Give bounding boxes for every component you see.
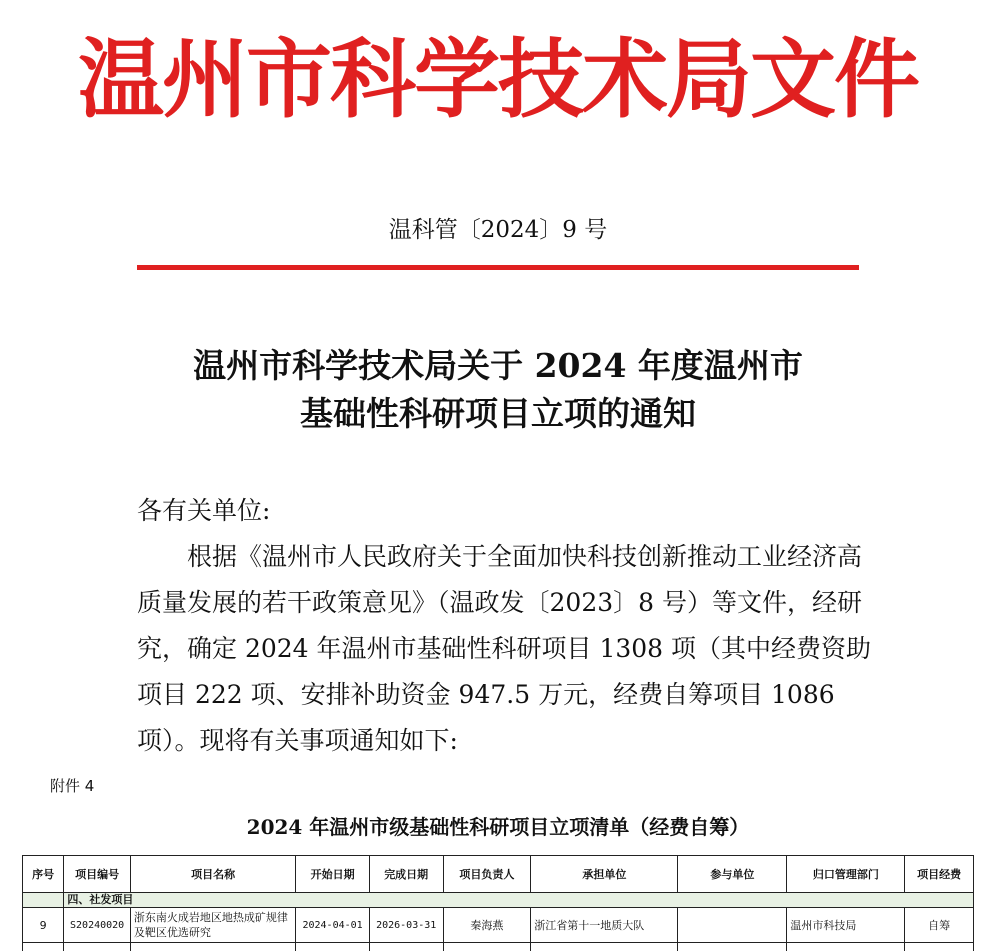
column-header-code: 项目编号 <box>64 856 131 893</box>
section-label: 四、社发项目 <box>64 893 974 908</box>
cell-start: 2024-04-01 <box>296 908 370 943</box>
document-number: 温科管〔2024〕9 号 <box>388 217 608 243</box>
notice-title-line-2: 基础性科研项目立项的通知 <box>300 394 696 433</box>
column-header-start: 开始日期 <box>296 856 370 893</box>
cell-index: 9 <box>23 908 64 943</box>
attachment-label: 附件 4 <box>50 777 95 795</box>
column-header-end: 完成日期 <box>369 856 443 893</box>
project-list-title: 2024 年温州市级基础性科研项目立项清单（经费自筹） <box>246 815 750 839</box>
column-header-name: 项目名称 <box>130 856 295 893</box>
section-row <box>23 893 974 908</box>
cell-code: S20240020 <box>64 908 131 943</box>
notice-body <box>137 488 877 764</box>
cell-unit: 浙江省第十一地质大队 <box>531 908 678 943</box>
table-row <box>23 908 974 943</box>
column-header-dept: 归口管理部门 <box>787 856 905 893</box>
body-paragraph: 根据《温州市人民政府关于全面加快科技创新推动工业经济高质量发展的若干政策意见》（温政发〔2023〕8 号）等文件，经研究，确定 2024 年温州市基础性科研项目 1308 项（其中经费资助项目 222 项、安排补助资金 947.5 万元，经费自筹项目 1086 项）。现将有关事项通知如下: <box>137 542 872 755</box>
salutation: 各有关单位: <box>137 496 271 525</box>
cell-funding: 自筹 <box>905 908 974 943</box>
notice-title-line-1: 温州市科学技术局关于 2024 年度温州市 <box>193 346 803 385</box>
cell-dept: 温州市科技局 <box>787 908 905 943</box>
cell-name: 浙东南火成岩地区地热成矿规律及靶区优选研究 <box>130 908 295 943</box>
notice-title <box>0 342 996 438</box>
column-header-index: 序号 <box>23 856 64 893</box>
project-list-table <box>22 855 974 951</box>
cell-partner <box>678 908 787 943</box>
column-header-partner: 参与单位 <box>678 856 787 893</box>
cell-end: 2026-03-31 <box>369 908 443 943</box>
section-spacer-cell <box>23 893 64 908</box>
table-row-cut-off <box>23 943 974 951</box>
column-header-funding: 项目经费 <box>905 856 974 893</box>
table-header-row <box>23 856 974 893</box>
column-header-unit: 承担单位 <box>531 856 678 893</box>
document-header-title: 温州市科学技术局文件 <box>78 30 918 130</box>
cell-leader: 秦海燕 <box>443 908 531 943</box>
red-divider-line <box>137 265 859 270</box>
column-header-leader: 项目负责人 <box>443 856 531 893</box>
